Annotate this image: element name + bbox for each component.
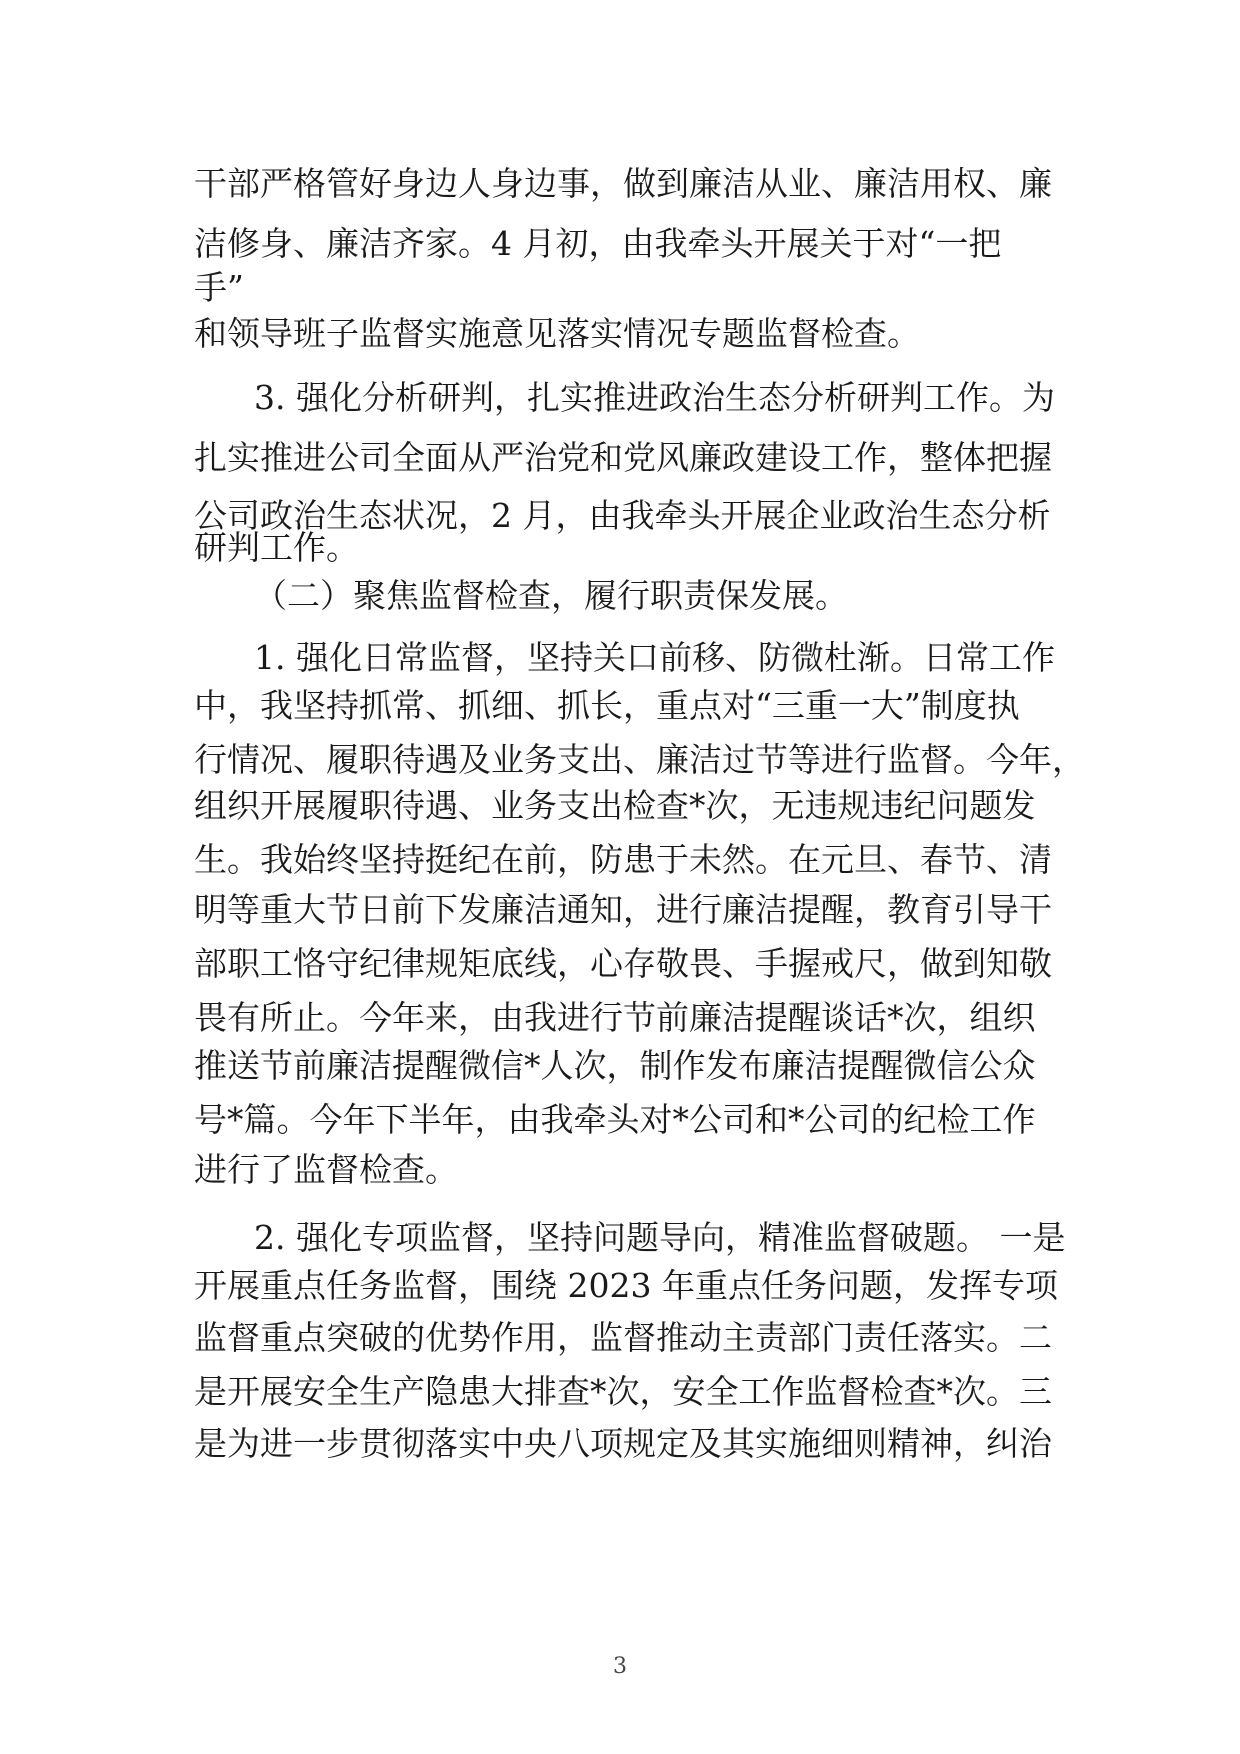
text-line: 组织开展履职待遇、业务支出检查*次，无违规违纪问题发	[194, 786, 1036, 825]
page-number: 3	[613, 1654, 627, 1679]
text-line: 3. 强化分析研判，扎实推进政治生态分析研判工作。为	[254, 378, 1055, 417]
text-line: 研判工作。	[194, 528, 359, 567]
text-line: 生。我始终坚持挺纪在前，防患于未然。在元旦、春节、清	[194, 840, 1052, 879]
text-line: 干部严格管好身边人身边事，做到廉洁从业、廉洁用权、廉	[194, 164, 1052, 203]
text-line: 进行了监督检查。	[194, 1150, 458, 1189]
text-line: 开展重点任务监督，围绕 2023 年重点任务问题，发挥专项	[194, 1266, 1058, 1305]
text-line: 行情况、履职待遇及业务支出、廉洁过节等进行监督。今年，	[194, 740, 1085, 779]
text-line: 手”	[194, 268, 244, 307]
text-line: 1. 强化日常监督，坚持关口前移、防微杜渐。日常工作	[254, 638, 1055, 677]
text-line: 畏有所止。今年来，由我进行节前廉洁提醒谈话*次，组织	[194, 998, 1036, 1037]
text-line: 推送节前廉洁提醒微信*人次，制作发布廉洁提醒微信公众	[194, 1046, 1036, 1085]
text-line: 是为进一步贯彻落实中央八项规定及其实施细则精神，纠治	[194, 1424, 1052, 1463]
text-line: 公司政治生态状况，2 月，由我牵头开展企业政治生态分析	[194, 496, 1051, 535]
section-heading: （二）聚焦监督检查，履行职责保发展。	[254, 576, 848, 615]
text-line: 扎实推进公司全面从严治党和党风廉政建设工作，整体把握	[194, 438, 1052, 477]
text-line: 和领导班子监督实施意见落实情况专题监督检查。	[194, 314, 920, 353]
text-line: 明等重大节日前下发廉洁通知，进行廉洁提醒，教育引导干	[194, 890, 1052, 929]
text-line: 是开展安全生产隐患大排查*次，安全工作监督检查*次。三	[194, 1372, 1052, 1411]
text-line: 洁修身、廉洁齐家。4 月初，由我牵头开展关于对“一把	[194, 224, 1002, 263]
text-line: 号*篇。今年下半年，由我牵头对*公司和*公司的纪检工作	[194, 1100, 1036, 1139]
text-line: 监督重点突破的优势作用，监督推动主责部门责任落实。二	[194, 1318, 1052, 1357]
text-line: 2. 强化专项监督，坚持问题导向，精准监督破题。 一是	[254, 1218, 1066, 1257]
text-line: 部职工恪守纪律规矩底线，心存敬畏、手握戒尺，做到知敬	[194, 944, 1052, 983]
text-line: 中，我坚持抓常、抓细、抓长，重点对“三重一大”制度执	[194, 686, 1020, 725]
